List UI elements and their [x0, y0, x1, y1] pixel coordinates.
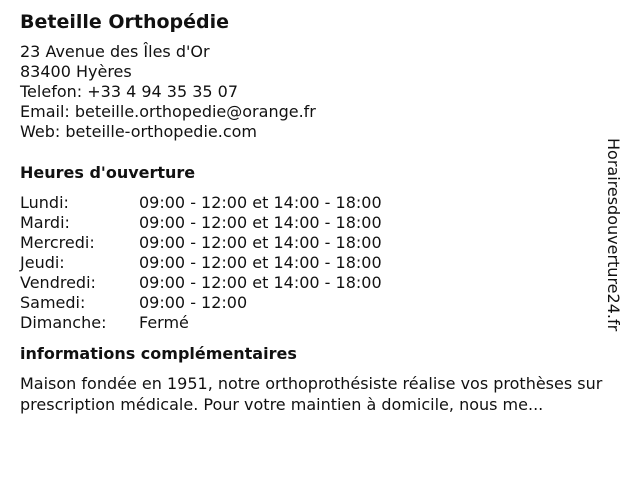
day-hours: 09:00 - 12:00 et 14:00 - 18:00	[139, 193, 382, 212]
hours-heading: Heures d'ouverture	[20, 163, 196, 182]
day-label: Mardi:	[20, 213, 70, 232]
info-description: Maison fondée en 1951, notre orthoprothésiste réalise vos prothèses sur prescription médicale. Pour votre maintien à domicile, nous me...	[20, 374, 603, 414]
day-label: Mercredi:	[20, 233, 95, 252]
address-street: 23 Avenue des Îles d'Or	[20, 42, 210, 61]
day-hours: Fermé	[139, 313, 189, 332]
day-label: Lundi:	[20, 193, 69, 212]
hours-table	[20, 193, 382, 333]
hours-row-dimanche	[20, 313, 382, 333]
hours-row-lundi	[20, 193, 382, 213]
hours-row-jeudi	[20, 253, 382, 273]
day-hours: 09:00 - 12:00 et 14:00 - 18:00	[139, 253, 382, 272]
day-hours: 09:00 - 12:00 et 14:00 - 18:00	[139, 273, 382, 292]
web-line: Web: beteille-orthopedie.com	[20, 122, 257, 141]
hours-row-samedi	[20, 293, 382, 313]
address-city: 83400 Hyères	[20, 62, 132, 81]
contact-block	[20, 42, 626, 142]
day-label: Dimanche:	[20, 313, 107, 332]
day-label: Jeudi:	[20, 253, 65, 272]
hours-row-mardi	[20, 213, 382, 233]
watermark-text: Horairesdouverture24.fr	[604, 138, 623, 332]
day-hours: 09:00 - 12:00	[139, 293, 248, 312]
phone-line: Telefon: +33 4 94 35 35 07	[20, 82, 239, 101]
day-hours: 09:00 - 12:00 et 14:00 - 18:00	[139, 213, 382, 232]
day-label: Samedi:	[20, 293, 86, 312]
business-card	[20, 8, 626, 415]
day-label: Vendredi:	[20, 273, 96, 292]
hours-row-mercredi	[20, 233, 382, 253]
email-line: Email: beteille.orthopedie@orange.fr	[20, 102, 316, 121]
day-hours: 09:00 - 12:00 et 14:00 - 18:00	[139, 233, 382, 252]
business-name: Beteille Orthopédie	[20, 11, 230, 33]
hours-row-vendredi	[20, 273, 382, 293]
info-heading: informations complémentaires	[20, 344, 297, 363]
